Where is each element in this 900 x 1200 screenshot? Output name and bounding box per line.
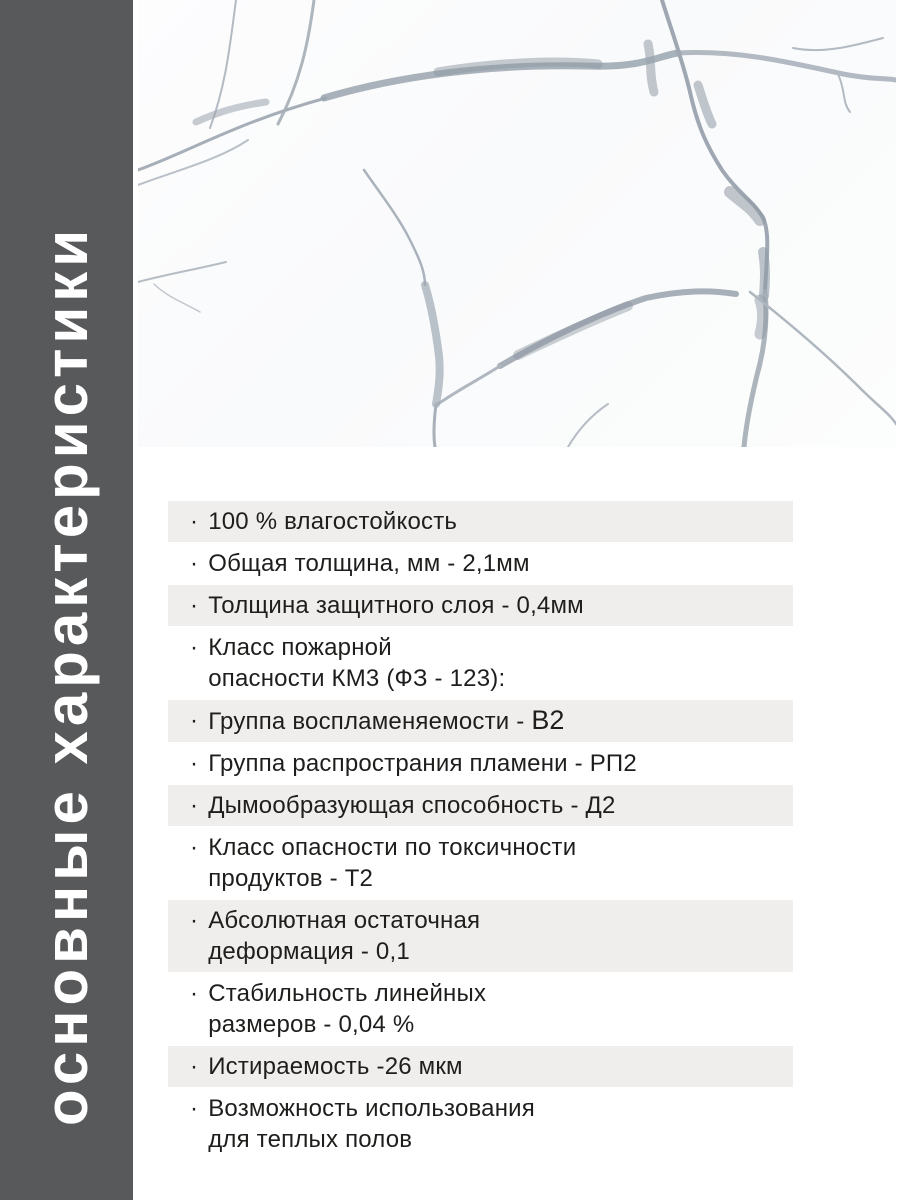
- bullet-icon: ·: [190, 550, 199, 577]
- bullet-icon: ·: [190, 750, 199, 777]
- spec-row-smoke: [168, 785, 793, 826]
- spec-row-total-thickness: [168, 542, 793, 585]
- spec-row-residual-deformation: [168, 900, 793, 972]
- bullet-icon: ·: [190, 792, 199, 819]
- spec-text: Дымообразующая способность - Д2: [208, 792, 616, 819]
- bullet-icon: ·: [190, 634, 199, 661]
- marble-veins-graphic: [138, 0, 896, 447]
- spec-text: Абсолютная остаточная деформация - 0,1: [208, 907, 481, 965]
- spec-text: Класс пожарной опасности КМ3 (ФЗ - 123):: [208, 634, 506, 692]
- spec-text: Класс опасности по токсичности продуктов - Т2: [208, 834, 577, 892]
- spec-row-moisture: [168, 501, 793, 542]
- spec-row-dimensional-stability: [168, 972, 793, 1046]
- sidebar: [0, 0, 133, 1200]
- marble-image: [138, 0, 896, 447]
- spec-text: Группа воспламеняемости - В2: [208, 705, 565, 735]
- spec-row-fire-class: [168, 626, 793, 700]
- bullet-icon: ·: [190, 834, 199, 861]
- spec-text: Возможность использования для теплых полов: [208, 1095, 535, 1153]
- spec-row-abrasion: [168, 1046, 793, 1087]
- spec-text: Толщина защитного слоя - 0,4мм: [208, 592, 584, 619]
- spec-row-toxicity: [168, 826, 793, 900]
- spec-text: Общая толщина, мм - 2,1мм: [208, 550, 530, 577]
- bullet-icon: ·: [190, 1095, 199, 1122]
- spec-text: Стабильность линейных размеров - 0,04 %: [208, 980, 487, 1038]
- bullet-icon: ·: [190, 1053, 199, 1080]
- bullet-icon: ·: [190, 980, 199, 1007]
- spec-text: Группа распространия пламени - РП2: [208, 750, 637, 777]
- spec-row-wear-layer: [168, 585, 793, 626]
- spec-row-underfloor-heating: [168, 1087, 793, 1161]
- flammability-value: В2: [531, 705, 565, 735]
- bullet-icon: ·: [190, 508, 199, 535]
- spec-row-flammability: [168, 700, 793, 742]
- spec-text: Истираемость -26 мкм: [208, 1053, 463, 1080]
- spec-row-flame-spread: [168, 742, 793, 785]
- bullet-icon: ·: [190, 707, 199, 734]
- spec-list: [168, 501, 793, 1161]
- spec-text: 100 % влагостойкость: [208, 508, 458, 535]
- bullet-icon: ·: [190, 907, 199, 934]
- bullet-icon: ·: [190, 592, 199, 619]
- sidebar-title: основные характеристики: [33, 224, 100, 1126]
